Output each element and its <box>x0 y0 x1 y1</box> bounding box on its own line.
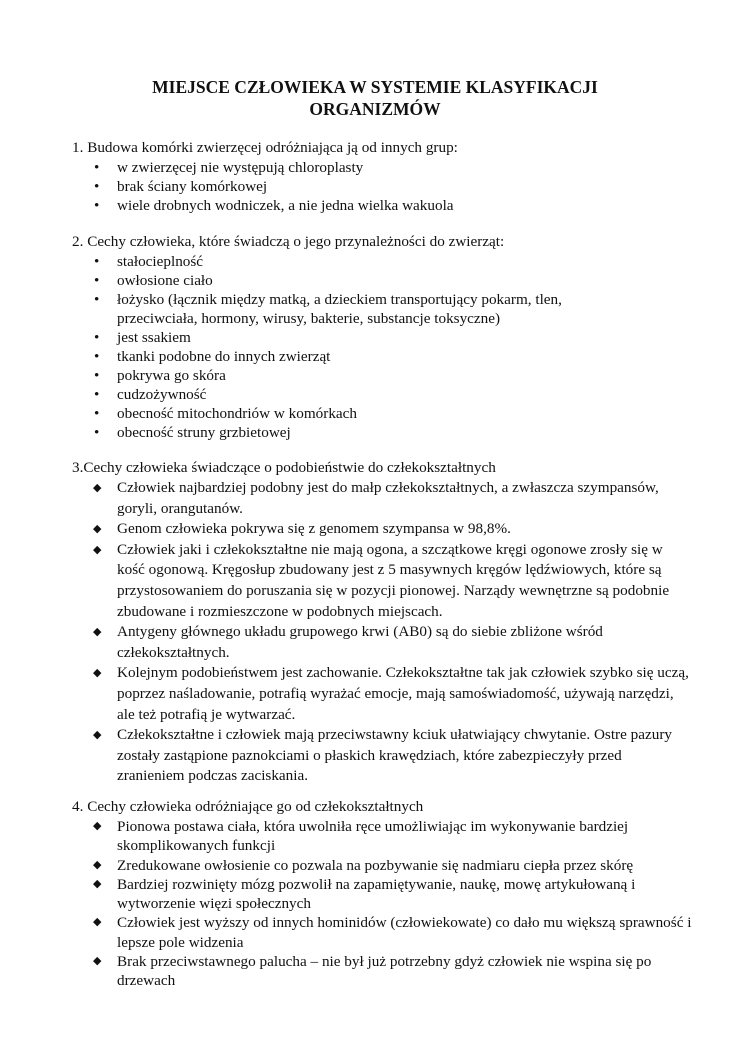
title-line-1: MIEJSCE CZŁOWIEKA W SYSTEMIE KLASYFIKACJI <box>152 77 598 97</box>
list-item: ◆ Człowiek jest wyższy od innych hominidów (człowiekowate) co dało mu większą sprawność i lepsze pole widzenia <box>72 913 692 952</box>
list-item: • obecność struny grzbietowej <box>72 423 627 442</box>
list-item: • tkanki podobne do innych zwierząt <box>72 347 627 366</box>
list-item: ◆ Kolejnym podobieństwem jest zachowanie. Człekokształtne tak jak człowiek szybko się uczą, poprzez naśladowanie, potrafią wyrażać emocje, mają samoświadomość, używają narzędzi, ale też potrafią je wytwarzać. <box>72 663 692 725</box>
list-item: ◆ Człekokształtne i człowiek mają przeciwstawny kciuk ułatwiający chwytanie. Ostre pazury zostały zastąpione paznokciami o płaskich krawędziach, które zabezpieczyły przed zranieniem podczas zaciskania. <box>72 725 692 787</box>
list-item: ◆ Zredukowane owłosienie co pozwala na pozbywanie się nadmiaru ciepła przez skórę <box>72 856 692 875</box>
section-heading: 3.Cechy człowieka świadczące o podobieństwie do człekokształtnych <box>72 459 496 476</box>
list-item: ◆ Bardziej rozwinięty mózg pozwolił na zapamiętywanie, naukę, mowę artykułowaną i wytworzenie więzi społecznych <box>72 875 692 914</box>
list-item: • owłosione ciało <box>72 271 627 290</box>
diamond-list <box>72 817 692 991</box>
section-heading: 1. Budowa komórki zwierzęcej odróżniająca ją od innych grup: <box>72 139 458 156</box>
list-item: ◆ Antygeny głównego układu grupowego krwi (AB0) są do siebie zbliżone wśród człekokształtnych. <box>72 622 692 663</box>
list-item: • łożysko (łącznik między matką, a dzieckiem transportujący pokarm, tlen, przeciwciała, hormony, wirusy, bakterie, substancje toksyczne) <box>72 290 627 328</box>
page-title <box>0 76 750 120</box>
list-item: • pokrywa go skóra <box>72 366 627 385</box>
list-item: • brak ściany komórkowej <box>72 177 692 196</box>
list-item: • stałocieplność <box>72 252 627 271</box>
list-item: • cudzożywność <box>72 385 627 404</box>
list-item: • wiele drobnych wodniczek, a nie jedna wielka wakuola <box>72 196 692 215</box>
section-1 <box>72 138 692 215</box>
section-3 <box>72 458 692 787</box>
list-item: • w zwierzęcej nie występują chloroplasty <box>72 158 692 177</box>
bullet-list <box>72 158 692 215</box>
list-item: ◆ Genom człowieka pokrywa się z genomem szympansa w 98,8%. <box>72 519 692 540</box>
section-2 <box>72 232 692 442</box>
bullet-list <box>72 252 627 442</box>
list-item: ◆ Brak przeciwstawnego palucha – nie był już potrzebny gdyż człowiek nie wspina się po drzewach <box>72 952 692 991</box>
title-line-2: ORGANIZMÓW <box>309 99 441 119</box>
section-4 <box>72 797 692 991</box>
list-item: ◆ Pionowa postawa ciała, która uwolniła ręce umożliwiając im wykonywanie bardziej skomplikowanych funkcji <box>72 817 692 856</box>
diamond-list <box>72 478 692 787</box>
list-item: ◆ Człowiek jaki i człekokształtne nie mają ogona, a szczątkowe kręgi ogonowe zrosły się w kość ogonową. Kręgosłup zbudowany jest z 5 masywnych kręgów lędźwiowych, które są przystosowaniem do poruszania się w pozycji pionowej. Narządy wewnętrzne są podobnie zbudowane i rozmieszczone w podobnych miejscach. <box>72 540 692 622</box>
section-heading: 4. Cechy człowieka odróżniające go od człekokształtnych <box>72 798 424 815</box>
list-item: ◆ Człowiek najbardziej podobny jest do małp człekokształtnych, a zwłaszcza szympansów, goryli, orangutanów. <box>72 478 692 519</box>
section-heading: 2. Cechy człowieka, które świadczą o jego przynależności do zwierząt: <box>72 233 505 250</box>
list-item: • jest ssakiem <box>72 328 627 347</box>
list-item: • obecność mitochondriów w komórkach <box>72 404 627 423</box>
